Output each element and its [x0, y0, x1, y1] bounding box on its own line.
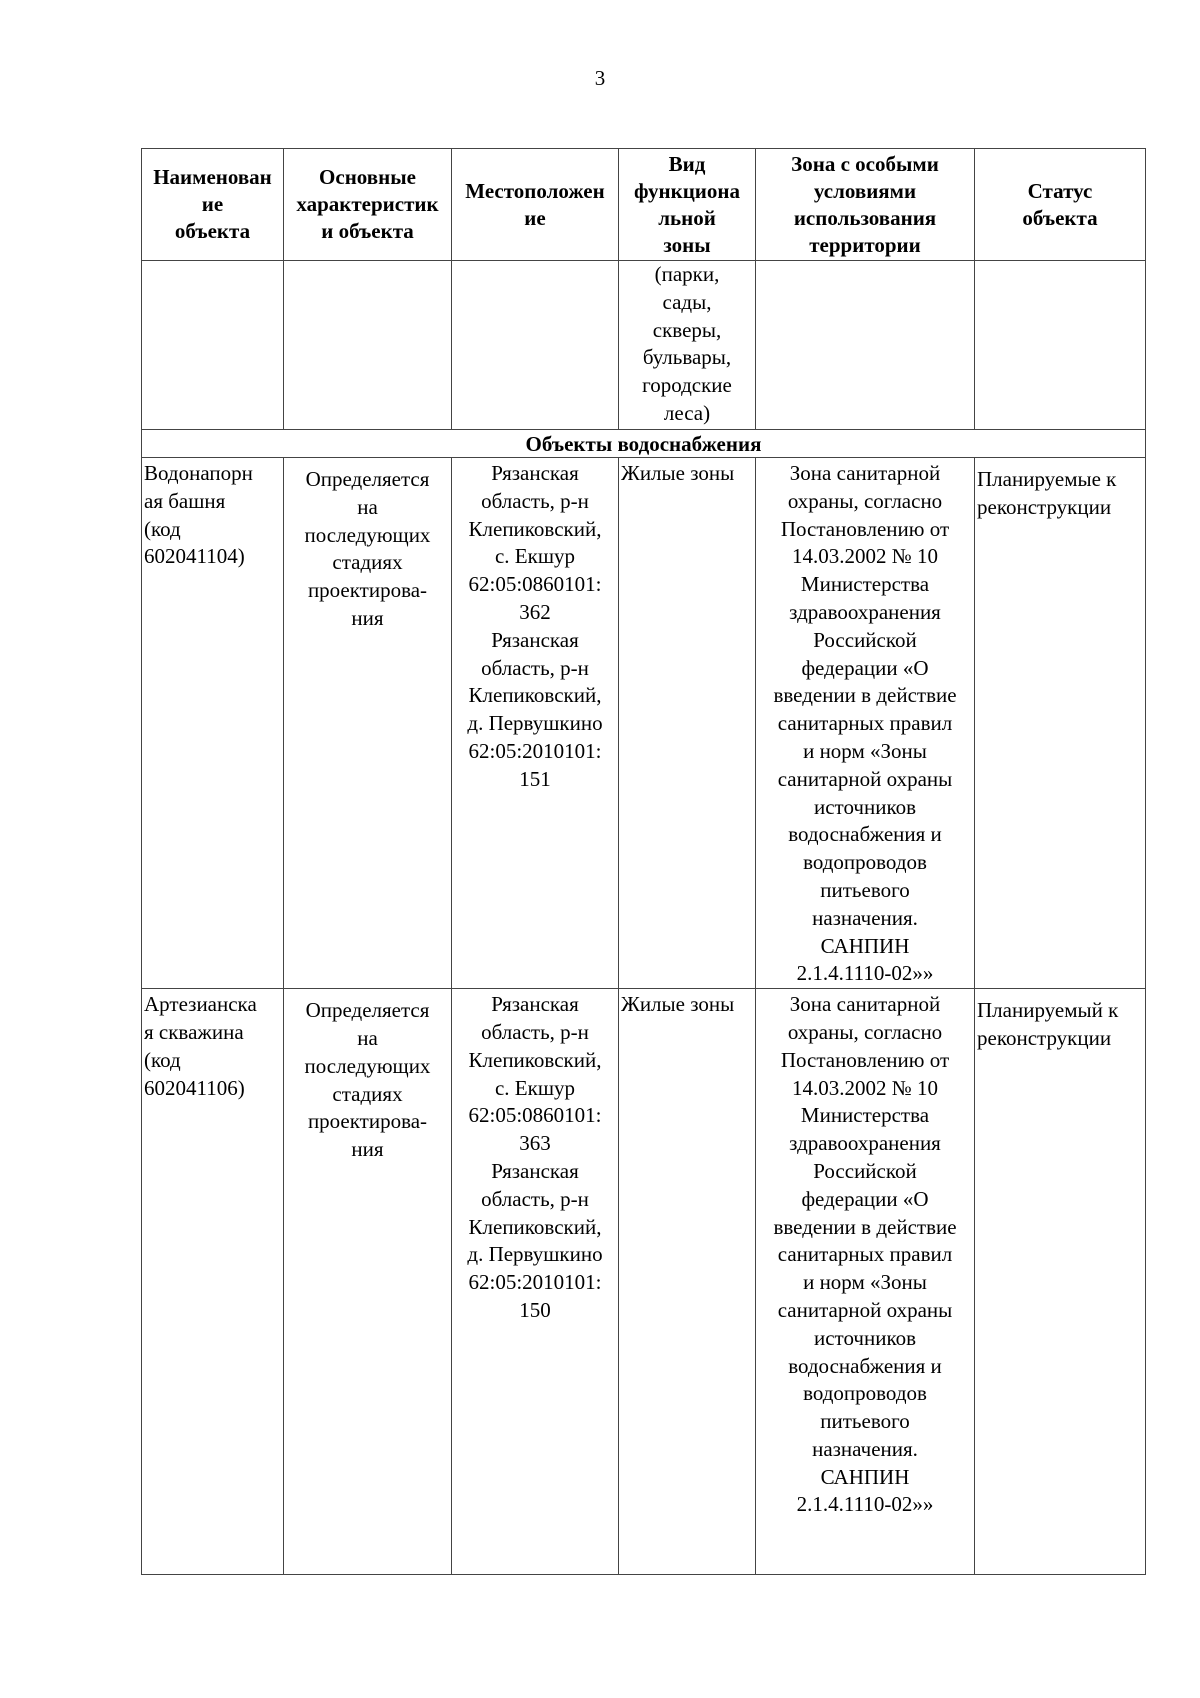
cell-text-line: 2.1.4.1110-02»» [796, 961, 934, 986]
cell-text-line: условиями [813, 178, 917, 203]
cell-text-line: охраны, согласно [787, 488, 943, 513]
cell-text-line: область, р-н [481, 655, 589, 680]
header-location [452, 149, 619, 261]
cell-text-line: федерации «О [801, 655, 929, 680]
cell-text-line: 363 [519, 1131, 551, 1156]
cell-empty [284, 261, 452, 430]
cell-text-line: объекта [1022, 205, 1098, 230]
cell-text-line: Клепиковский, [468, 683, 602, 708]
cell-text-line: область, р-н [481, 1186, 589, 1211]
cell-text-line: 602041104) [144, 544, 245, 569]
header-zone-type [619, 149, 756, 261]
cell-text-line: характеристик [296, 192, 439, 216]
header-object-name [142, 149, 284, 261]
cell-zone-type: Жилые зоны [619, 458, 756, 989]
cell-text-line: (код [144, 516, 181, 541]
cell-text-line: (код [144, 1047, 181, 1072]
cell-text-line: д. Первушкино [467, 711, 603, 736]
cell-text-line: Рязанская [491, 627, 579, 652]
cell-text-line: ния [351, 605, 384, 630]
cell-text-line: водоснабжения и [788, 822, 942, 847]
cell-object-name [142, 458, 284, 989]
cell-text-line: Министерства [800, 572, 930, 597]
cell-text-line: функциона [633, 178, 740, 203]
table-row [142, 458, 1146, 989]
cell-text-line: 14.03.2002 № 10 [791, 1075, 939, 1100]
cell-text-line: реконструкции [977, 1025, 1112, 1050]
cell-text-line: Статус [1027, 178, 1093, 203]
cell-text-line: здравоохранения [789, 599, 941, 624]
cell-zone-type: Жилые зоны [619, 989, 756, 1575]
cell-text-line: территории [809, 232, 921, 257]
cell-text-line: введении в действие [773, 1214, 957, 1239]
cell-text-line: стадиях [332, 550, 403, 575]
cell-text-line: 62:05:2010101: [468, 738, 602, 763]
cell-text-line: Артезианска [144, 992, 257, 1017]
cell-text-line: Местоположен [465, 178, 605, 203]
cell-text-line: ие [524, 205, 546, 230]
table-row [142, 989, 1146, 1575]
cell-text-line: стадиях [332, 1081, 403, 1106]
cell-text-line: Зона с особыми [791, 151, 939, 176]
cell-text-line: санитарных правил [777, 711, 953, 736]
cell-text-line: Планируемые к [977, 467, 1117, 491]
cell-text-line: Рязанская [491, 1158, 579, 1183]
cell-text-line: 2.1.4.1110-02»» [796, 1492, 934, 1517]
cell-text-line: я скважина [144, 1019, 244, 1044]
cell-text-line: Российской [813, 627, 917, 652]
cell-text-line: последующих [304, 522, 431, 547]
cell-text-line: питьевого [820, 1409, 910, 1434]
cell-text-line: область, р-н [481, 488, 589, 513]
cell-empty [452, 261, 619, 430]
cell-text-line: объекта [174, 219, 251, 243]
table-row-continuation [142, 261, 1146, 430]
cell-text-line: назначения. [812, 1436, 918, 1461]
cell-text-line: ие [201, 192, 224, 216]
objects-table [141, 148, 1146, 1575]
cell-text-line: Зона санитарной [789, 461, 941, 485]
cell-text-line: ния [351, 1137, 384, 1162]
cell-text-line: Постановлению от [780, 516, 950, 541]
cell-text-line: САНПИН [820, 1464, 910, 1489]
cell-location [452, 989, 619, 1575]
cell-text-line: с. Екшур [494, 544, 576, 569]
cell-text-line: водоснабжения и [788, 1353, 942, 1378]
cell-text-line: источников [813, 794, 916, 819]
cell-text-line: 62:05:2010101: [468, 1270, 602, 1295]
cell-text-line: санитарных правил [777, 1242, 953, 1267]
section-row [142, 430, 1146, 458]
cell-text-line: водопроводов [803, 850, 927, 875]
cell-text-line: 150 [519, 1297, 551, 1322]
cell-text-line: Планируемый к [977, 998, 1119, 1023]
cell-text-line: на [357, 494, 378, 519]
cell-empty [975, 261, 1146, 430]
cell-text-line: водопроводов [803, 1381, 927, 1406]
page-number: 3 [594, 66, 606, 90]
cell-text-line: реконструкции [977, 494, 1112, 519]
cell-text-line: 14.03.2002 № 10 [791, 544, 939, 569]
cell-text-line: леса) [663, 400, 711, 425]
cell-text-line: Вид [668, 151, 706, 176]
cell-text-line: проектирова- [307, 1109, 428, 1134]
cell-text-line: ая башня [144, 488, 226, 513]
cell-text-line: городские [642, 373, 732, 398]
cell-zone-type-continued [619, 261, 756, 430]
cell-text-line: использования [793, 205, 937, 230]
cell-location [452, 458, 619, 989]
cell-status [975, 458, 1146, 989]
cell-status [975, 989, 1146, 1575]
cell-text-line: Клепиковский, [468, 1047, 602, 1072]
cell-text-line: охраны, согласно [787, 1019, 943, 1044]
cell-object-name [142, 989, 284, 1575]
cell-text-line: Постановлению от [780, 1047, 950, 1072]
cell-text-line: Определяется [305, 998, 430, 1023]
cell-text-line: Клепиковский, [468, 516, 602, 541]
cell-text-line: проектирова- [307, 578, 428, 603]
cell-text-line: с. Екшур [494, 1075, 576, 1100]
cell-text-line: 602041106) [144, 1075, 245, 1100]
cell-text-line: 62:05:0860101: [468, 572, 602, 597]
cell-text-line: питьевого [820, 877, 910, 902]
cell-characteristics [284, 989, 452, 1575]
cell-text-line: д. Первушкино [467, 1242, 603, 1267]
header-status [975, 149, 1146, 261]
cell-text-line: федерации «О [801, 1186, 929, 1211]
cell-text-line: область, р-н [481, 1019, 589, 1044]
cell-text-line: Клепиковский, [468, 1214, 602, 1239]
cell-text-line: на [357, 1025, 378, 1050]
cell-text-line: 362 [519, 599, 551, 624]
cell-text-line: Российской [813, 1158, 917, 1183]
cell-text-line: Рязанская [491, 461, 579, 485]
cell-text-line: Водонапорн [144, 461, 253, 485]
cell-text-line: Наименован [153, 165, 272, 189]
cell-text-line: Министерства [800, 1103, 930, 1128]
cell-text-line: (парки, [654, 262, 720, 286]
cell-text-line: санитарной охраны [777, 766, 953, 791]
cell-text-line: бульвары, [642, 345, 732, 370]
cell-empty [142, 261, 284, 430]
cell-text-line: введении в действие [773, 683, 957, 708]
cell-text-line: льной [658, 205, 716, 230]
cell-text-line: 151 [519, 766, 551, 791]
cell-text-line: последующих [304, 1053, 431, 1078]
cell-restriction-zone [756, 458, 975, 989]
cell-text-line: Зона санитарной [789, 992, 941, 1017]
cell-text-line: здравоохранения [789, 1131, 941, 1156]
cell-characteristics [284, 458, 452, 989]
cell-text-line: 62:05:0860101: [468, 1103, 602, 1128]
cell-text-line: зоны [663, 232, 711, 257]
cell-text-line: и норм «Зоны [803, 738, 927, 763]
cell-empty [756, 261, 975, 430]
cell-text-line: сады, [662, 289, 712, 314]
cell-text-line: САНПИН [820, 933, 910, 958]
cell-text-line: санитарной охраны [777, 1297, 953, 1322]
table-header-row [142, 149, 1146, 261]
cell-restriction-zone [756, 989, 975, 1575]
cell-text-line: Основные [319, 165, 416, 189]
cell-text-line: Рязанская [491, 992, 579, 1017]
cell-text-line: и объекта [321, 219, 414, 243]
section-title: Объекты водоснабжения [142, 430, 1146, 458]
cell-text-line: источников [813, 1325, 916, 1350]
cell-text-line: скверы, [652, 317, 722, 342]
header-characteristics [284, 149, 452, 261]
header-restriction-zone [756, 149, 975, 261]
cell-text-line: и норм «Зоны [803, 1270, 927, 1295]
cell-text-line: назначения. [812, 905, 918, 930]
cell-text-line: Определяется [305, 467, 430, 491]
